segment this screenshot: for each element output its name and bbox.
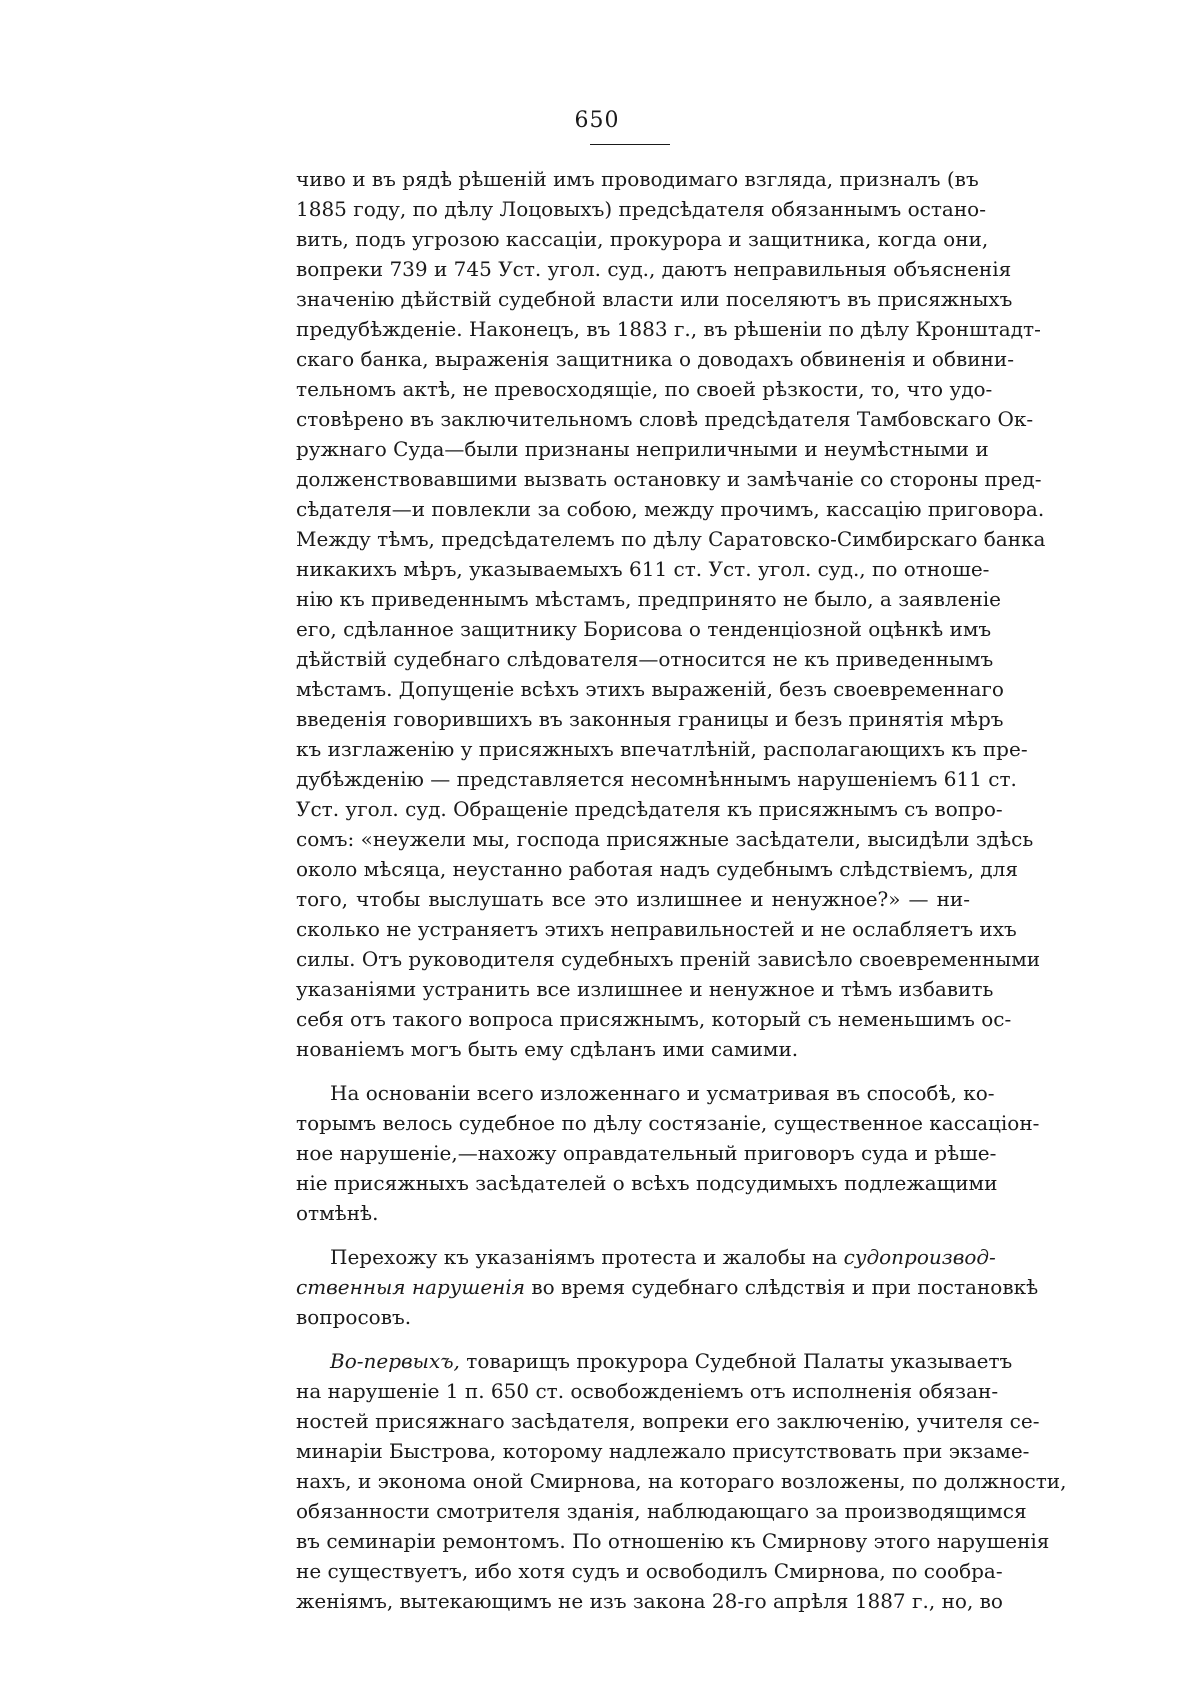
text-line: введенія говорившихъ въ законныя границы и безъ принятія мѣръ: [296, 707, 1004, 731]
italic-term: судопроизвод-: [843, 1245, 996, 1269]
text-line: Уст. угол. суд. Обращеніе предсѣдателя къ присяжнымъ съ вопро-: [296, 797, 1003, 821]
text-line: [296, 1346, 1013, 1376]
text-line: стовѣрено въ заключительномъ словѣ предсѣдателя Тамбовскаго Ок-: [296, 407, 1034, 431]
text-line: [296, 1272, 1039, 1302]
text-line: дубѣжденію — представляется несомнѣннымъ нарушеніемъ 611 ст.: [296, 767, 1017, 791]
text-line: обязанности смотрителя зданія, наблюдающаго за производящимся: [296, 1499, 1027, 1523]
italic-term: Во-первыхъ,: [330, 1349, 460, 1373]
text-line: ностей присяжнаго засѣдателя, вопреки его заключенію, учителя се-: [296, 1409, 1040, 1433]
text-line: дѣйствій судебнаго слѣдователя—относится не къ приведеннымъ: [296, 647, 994, 671]
text-line: около мѣсяца, неустанно работая надъ судебнымъ слѣдствіемъ, для: [296, 857, 1018, 881]
text-line: вопреки 739 и 745 Уст. угол. суд., даютъ неправильныя объясненія: [296, 257, 1012, 281]
text-line: женіямъ, вытекающимъ не изъ закона 28-го апрѣля 1887 г., но, во: [296, 1589, 1003, 1613]
text-run: Перехожу къ указаніямъ протеста и жалобы на: [330, 1245, 844, 1269]
text-line: предубѣжденіе. Наконецъ, въ 1883 г., въ рѣшеніи по дѣлу Кронштадт-: [296, 317, 1041, 341]
text-line: сѣдателя—и повлекли за собою, между прочимъ, кассацію приговора.: [296, 497, 1045, 521]
text-line: нованіемъ могъ быть ему сдѣланъ ими самими.: [296, 1037, 799, 1061]
text-line: торымъ велось судебное по дѣлу состязаніе, существенное кассаціон-: [296, 1111, 1040, 1135]
page-number-rule: [590, 144, 670, 145]
text-line: 1885 году, по дѣлу Лоцовыхъ) предсѣдателя обязаннымъ останo-: [296, 197, 986, 221]
text-line: его, сдѣланное защитнику Борисова о тенденціозной оцѣнкѣ имъ: [296, 617, 992, 641]
text-line: никакихъ мѣръ, указываемыхъ 611 ст. Уст. угол. суд., по отноше-: [296, 557, 990, 581]
italic-term: ственныя нарушенія: [296, 1275, 525, 1299]
text-line: на нарушеніе 1 п. 650 ст. освобожденіемъ отъ исполненія обязан-: [296, 1379, 999, 1403]
text-line: силы. Отъ руководителя судебныхъ преній зависѣло своевременными: [296, 947, 1041, 971]
text-line: На основаніи всего изложеннаго и усматривая въ способѣ, ко-: [330, 1081, 995, 1105]
text-line: нахъ, и эконома оной Смирнова, на котораго возложены, по должности,: [296, 1469, 1067, 1493]
text-line: того, чтобы выслушать все это излишнее и ненужное?» — ни-: [296, 887, 970, 911]
paragraph-3: [296, 1242, 1039, 1332]
body-text: [296, 164, 1067, 1616]
text-line: скаго банка, выраженія защитника о доводахъ обвиненія и обвини-: [296, 347, 1015, 371]
text-line: указаніями устранить все излишнее и ненужное и тѣмъ избавить: [296, 977, 994, 1001]
text-line: ніе присяжныхъ засѣдателей о всѣхъ подсудимыхъ подлежащими: [296, 1171, 998, 1195]
text-line: ружнаго Суда—были признаны неприличными и неумѣстными и: [296, 437, 989, 461]
text-line: нію къ приведеннымъ мѣстамъ, предпринято не было, а заявленіе: [296, 587, 1001, 611]
text-run: во время судебнаго слѣдствія и при постановкѣ: [524, 1275, 1039, 1299]
text-line: Между тѣмъ, предсѣдателемъ по дѣлу Саратовско-Симбирскаго банка: [296, 527, 1046, 551]
text-line: минаріи Быстрова, которому надлежало присутствовать при экзаме-: [296, 1439, 1030, 1463]
text-line: отмѣнѣ.: [296, 1201, 379, 1225]
text-line: сколько не устраняетъ этихъ неправильностей и не ослабляетъ ихъ: [296, 917, 1017, 941]
page-number: 650: [574, 108, 620, 133]
paragraph-1: [296, 164, 1046, 1064]
paragraph-4: [296, 1346, 1067, 1616]
text-line: значенію дѣйствій судебной власти или поселяютъ въ присяжныхъ: [296, 287, 1013, 311]
paragraph-2: [296, 1078, 1040, 1228]
text-line: сомъ: «неужели мы, господа присяжные засѣдатели, высидѣли здѣсь: [296, 827, 1034, 851]
text-line: мѣстамъ. Допущеніе всѣхъ этихъ выраженій, безъ своевременнаго: [296, 677, 1004, 701]
text-line: долженствовавшими вызвать остановку и замѣчаніе со стороны пред-: [296, 467, 1042, 491]
text-line: чиво и въ рядѣ рѣшеній имъ проводимаго взгляда, призналъ (въ: [296, 167, 979, 191]
text-line: тельномъ актѣ, не превосходящіе, по своей рѣзкости, то, что удо-: [296, 377, 993, 401]
text-line: къ изглаженію у присяжныхъ впечатлѣній, располагающихъ къ пре-: [296, 737, 1028, 761]
text-line: вить, подъ угрозою кассаціи, прокурора и защитника, когда они,: [296, 227, 989, 251]
text-run: товарищъ прокурора Судебной Палаты указываетъ: [459, 1349, 1013, 1373]
text-line: себя отъ такого вопроса присяжнымъ, который съ неменьшимъ ос-: [296, 1007, 1012, 1031]
text-line: не существуетъ, ибо хотя судъ и освободилъ Смирнова, по сообра-: [296, 1559, 1003, 1583]
text-line: [296, 1242, 996, 1272]
text-line: ное нарушеніе,—нахожу оправдательный приговоръ суда и рѣше-: [296, 1141, 997, 1165]
text-line: вопросовъ.: [296, 1305, 412, 1329]
text-line: въ семинаріи ремонтомъ. По отношенію къ Смирнову этого нарушенія: [296, 1529, 1050, 1553]
